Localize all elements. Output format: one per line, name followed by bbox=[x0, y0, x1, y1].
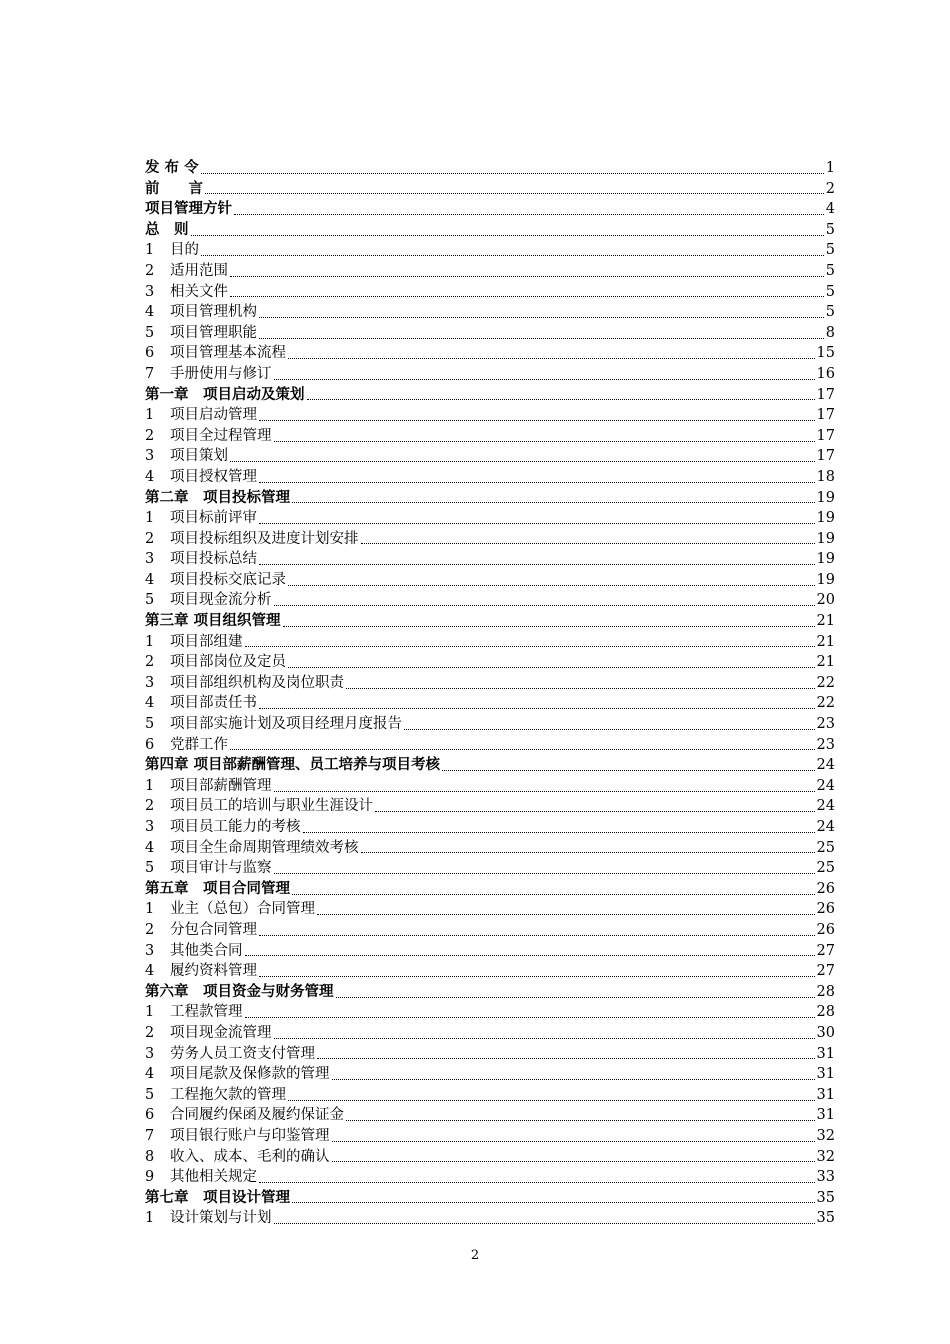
toc-entry-title: 项目部岗位及定员 bbox=[170, 654, 286, 671]
toc-dot-leader bbox=[274, 441, 815, 442]
toc-entry-title: 其他类合同 bbox=[170, 942, 243, 959]
toc-section-entry[interactable] bbox=[145, 426, 835, 447]
toc-entry-title: 项目尾款及保修款的管理 bbox=[170, 1066, 330, 1083]
toc-entry-number: 1 bbox=[145, 901, 155, 918]
toc-section-entry[interactable] bbox=[145, 590, 835, 611]
toc-dot-leader bbox=[317, 914, 815, 915]
toc-entry-page: 5 bbox=[825, 262, 835, 279]
toc-section-entry[interactable] bbox=[145, 714, 835, 735]
toc-chapter-entry[interactable] bbox=[145, 1188, 835, 1209]
toc-entry-number: 4 bbox=[145, 304, 155, 321]
toc-entry-page: 27 bbox=[816, 963, 835, 980]
toc-entry-page: 19 bbox=[816, 510, 835, 527]
toc-section-entry[interactable] bbox=[145, 961, 835, 982]
toc-entry-page: 24 bbox=[816, 757, 835, 774]
toc-dot-leader bbox=[303, 832, 815, 833]
toc-entry-number: 4 bbox=[145, 468, 155, 485]
toc-entry-title: 项目现金流管理 bbox=[170, 1024, 272, 1041]
toc-dot-leader bbox=[332, 1079, 815, 1080]
toc-chapter-entry[interactable] bbox=[145, 220, 835, 241]
toc-dot-leader bbox=[346, 1120, 815, 1121]
toc-section-entry[interactable] bbox=[145, 796, 835, 817]
toc-dot-leader bbox=[230, 296, 824, 297]
toc-dot-leader bbox=[201, 173, 824, 174]
toc-section-entry[interactable] bbox=[145, 652, 835, 673]
toc-section-entry[interactable] bbox=[145, 1085, 835, 1106]
toc-entry-number: 6 bbox=[145, 1107, 155, 1124]
toc-entry-title: 项目员工的培训与职业生涯设计 bbox=[170, 798, 373, 815]
toc-entry-page: 28 bbox=[816, 1004, 835, 1021]
toc-dot-leader bbox=[205, 193, 824, 194]
toc-entry-title: 项目投标组织及进度计划安排 bbox=[170, 530, 359, 547]
toc-entry-page: 5 bbox=[825, 242, 835, 259]
toc-section-entry[interactable] bbox=[145, 240, 835, 261]
toc-entry-title: 相关文件 bbox=[170, 283, 228, 300]
toc-entry-number: 5 bbox=[145, 716, 155, 733]
toc-dot-leader bbox=[259, 1182, 815, 1183]
toc-entry-title: 项目审计与监察 bbox=[170, 860, 272, 877]
toc-chapter-entry[interactable] bbox=[145, 982, 835, 1003]
toc-entry-number: 5 bbox=[145, 592, 155, 609]
toc-entry-title: 项目员工能力的考核 bbox=[170, 819, 301, 835]
toc-entry-title: 项目部薪酬管理 bbox=[170, 777, 272, 794]
toc-entry-page: 21 bbox=[816, 633, 835, 650]
toc-entry-page: 1 bbox=[825, 160, 835, 176]
toc-entry-title: 分包合同管理 bbox=[170, 921, 257, 938]
toc-section-entry[interactable] bbox=[145, 941, 835, 962]
toc-entry-title: 项目管理机构 bbox=[170, 304, 257, 321]
toc-section-entry[interactable] bbox=[145, 858, 835, 879]
toc-entry-title: 发 布 令 bbox=[145, 159, 199, 176]
toc-entry-title: 项目启动管理 bbox=[170, 407, 257, 424]
toc-dot-leader bbox=[191, 235, 824, 236]
toc-entry-title: 项目投标交底记录 bbox=[170, 571, 286, 588]
toc-entry-page: 32 bbox=[816, 1148, 835, 1165]
toc-dot-leader bbox=[274, 379, 815, 380]
toc-entry-number: 1 bbox=[145, 510, 155, 527]
toc-section-entry[interactable] bbox=[145, 570, 835, 591]
toc-entry-title: 项目全过程管理 bbox=[170, 427, 272, 444]
toc-entry-page: 25 bbox=[816, 860, 835, 877]
toc-section-entry[interactable] bbox=[145, 343, 835, 364]
toc-entry-page: 19 bbox=[816, 489, 835, 506]
toc-dot-leader bbox=[336, 997, 815, 998]
toc-entry-number: 3 bbox=[145, 942, 155, 959]
toc-dot-leader bbox=[230, 749, 815, 750]
toc-entry-page: 27 bbox=[816, 942, 835, 959]
toc-chapter-entry[interactable] bbox=[145, 158, 835, 179]
table-of-contents bbox=[145, 158, 835, 1229]
toc-dot-leader bbox=[288, 1100, 815, 1101]
toc-section-entry[interactable] bbox=[145, 838, 835, 859]
toc-section-entry[interactable] bbox=[145, 1023, 835, 1044]
toc-section-entry[interactable] bbox=[145, 673, 835, 694]
toc-entry-number: 7 bbox=[145, 1127, 155, 1144]
toc-entry-page: 5 bbox=[825, 283, 835, 300]
toc-section-entry[interactable] bbox=[145, 632, 835, 653]
toc-section-entry[interactable] bbox=[145, 817, 835, 838]
toc-entry-page: 2 bbox=[825, 180, 835, 197]
toc-dot-leader bbox=[230, 276, 824, 277]
toc-entry-number: 2 bbox=[145, 1024, 155, 1041]
toc-dot-leader bbox=[442, 770, 815, 771]
toc-section-entry[interactable] bbox=[145, 282, 835, 303]
toc-entry-number: 5 bbox=[145, 860, 155, 877]
toc-entry-number: 2 bbox=[145, 798, 155, 815]
toc-dot-leader bbox=[259, 564, 815, 565]
toc-entry-page: 5 bbox=[825, 221, 835, 238]
toc-entry-title: 工程款管理 bbox=[170, 1004, 243, 1021]
toc-entry-title: 总 则 bbox=[145, 220, 189, 238]
toc-dot-leader bbox=[346, 688, 815, 689]
page-number: 2 bbox=[470, 1248, 480, 1263]
toc-dot-leader bbox=[259, 420, 815, 421]
toc-entry-number: 5 bbox=[145, 324, 155, 341]
toc-dot-leader bbox=[292, 894, 815, 895]
toc-entry-title: 项目管理方针 bbox=[145, 200, 232, 218]
toc-entry-title: 项目银行账户与印鉴管理 bbox=[170, 1127, 330, 1144]
toc-entry-page: 23 bbox=[816, 736, 835, 753]
toc-entry-title: 第一章 项目启动及策划 bbox=[145, 385, 305, 403]
toc-entry-page: 33 bbox=[816, 1169, 835, 1186]
toc-entry-title: 项目授权管理 bbox=[170, 468, 257, 485]
toc-entry-title: 项目部组建 bbox=[170, 633, 243, 650]
toc-entry-page: 31 bbox=[816, 1045, 835, 1062]
toc-entry-title: 前 言 bbox=[145, 179, 203, 197]
toc-entry-number: 8 bbox=[145, 1148, 155, 1165]
toc-entry-number: 2 bbox=[145, 530, 155, 547]
toc-section-entry[interactable] bbox=[145, 323, 835, 344]
toc-entry-title: 履约资料管理 bbox=[170, 963, 257, 980]
toc-entry-page: 31 bbox=[816, 1107, 835, 1124]
toc-entry-number: 4 bbox=[145, 571, 155, 588]
toc-entry-number: 1 bbox=[145, 777, 155, 794]
toc-entry-title: 项目管理基本流程 bbox=[170, 345, 286, 362]
toc-entry-number: 5 bbox=[145, 1086, 155, 1103]
toc-entry-number: 2 bbox=[145, 654, 155, 671]
toc-entry-number: 4 bbox=[145, 963, 155, 980]
toc-entry-title: 手册使用与修订 bbox=[170, 365, 272, 382]
toc-entry-title: 第三章 项目组织管理 bbox=[145, 612, 281, 630]
toc-section-entry[interactable] bbox=[145, 776, 835, 797]
toc-section-entry[interactable] bbox=[145, 508, 835, 529]
toc-dot-leader bbox=[259, 708, 815, 709]
toc-section-entry[interactable] bbox=[145, 302, 835, 323]
toc-dot-leader bbox=[274, 791, 815, 792]
toc-section-entry[interactable] bbox=[145, 364, 835, 385]
toc-entry-title: 党群工作 bbox=[170, 736, 228, 753]
toc-section-entry[interactable] bbox=[145, 1167, 835, 1188]
toc-dot-leader bbox=[274, 1038, 815, 1039]
toc-dot-leader bbox=[274, 1223, 815, 1224]
toc-entry-page: 32 bbox=[816, 1127, 835, 1144]
toc-section-entry[interactable] bbox=[145, 1064, 835, 1085]
toc-entry-page: 17 bbox=[816, 427, 835, 444]
toc-dot-leader bbox=[375, 811, 815, 812]
toc-chapter-entry[interactable] bbox=[145, 179, 835, 200]
toc-entry-title: 第六章 项目资金与财务管理 bbox=[145, 982, 334, 1000]
toc-section-entry[interactable] bbox=[145, 1002, 835, 1023]
toc-entry-title: 收入、成本、毛利的确认 bbox=[170, 1148, 330, 1165]
toc-chapter-entry[interactable] bbox=[145, 199, 835, 220]
toc-dot-leader bbox=[361, 852, 815, 853]
toc-entry-number: 1 bbox=[145, 407, 155, 424]
toc-section-entry[interactable] bbox=[145, 1147, 835, 1168]
toc-entry-title: 第七章 项目设计管理 bbox=[145, 1188, 290, 1206]
toc-chapter-entry[interactable] bbox=[145, 385, 835, 406]
toc-dot-leader bbox=[332, 1141, 815, 1142]
toc-entry-number: 6 bbox=[145, 736, 155, 753]
toc-chapter-entry[interactable] bbox=[145, 488, 835, 509]
toc-entry-title: 项目管理职能 bbox=[170, 324, 257, 341]
toc-dot-leader bbox=[201, 255, 824, 256]
toc-dot-leader bbox=[259, 935, 815, 936]
toc-entry-page: 23 bbox=[816, 716, 835, 733]
toc-dot-leader bbox=[259, 523, 815, 524]
toc-dot-leader bbox=[288, 667, 815, 668]
toc-dot-leader bbox=[245, 955, 815, 956]
toc-dot-leader bbox=[307, 399, 815, 400]
toc-entry-title: 业主（总包）合同管理 bbox=[170, 901, 315, 918]
toc-section-entry[interactable] bbox=[145, 1208, 835, 1229]
toc-dot-leader bbox=[259, 317, 824, 318]
toc-entry-number: 3 bbox=[145, 819, 155, 835]
toc-entry-title: 项目部责任书 bbox=[170, 695, 257, 712]
toc-entry-title: 目的 bbox=[170, 242, 199, 259]
toc-entry-number: 4 bbox=[145, 1066, 155, 1083]
toc-entry-number: 6 bbox=[145, 345, 155, 362]
toc-entry-page: 26 bbox=[816, 901, 835, 918]
toc-section-entry[interactable] bbox=[145, 899, 835, 920]
toc-entry-page: 17 bbox=[816, 448, 835, 465]
toc-entry-number: 7 bbox=[145, 365, 155, 382]
toc-entry-number: 3 bbox=[145, 283, 155, 300]
toc-entry-title: 合同履约保函及履约保证金 bbox=[170, 1107, 344, 1124]
toc-entry-page: 19 bbox=[816, 551, 835, 568]
toc-dot-leader bbox=[259, 976, 815, 977]
toc-dot-leader bbox=[292, 1202, 815, 1203]
toc-entry-page: 21 bbox=[816, 654, 835, 671]
toc-dot-leader bbox=[317, 1058, 815, 1059]
toc-entry-number: 2 bbox=[145, 427, 155, 444]
toc-entry-page: 24 bbox=[816, 798, 835, 815]
toc-dot-leader bbox=[259, 482, 815, 483]
toc-entry-page: 5 bbox=[825, 304, 835, 321]
toc-entry-number: 2 bbox=[145, 921, 155, 938]
toc-entry-number: 3 bbox=[145, 1045, 155, 1062]
toc-entry-page: 16 bbox=[816, 365, 835, 382]
toc-entry-number: 1 bbox=[145, 1004, 155, 1021]
toc-dot-leader bbox=[274, 605, 815, 606]
toc-entry-number: 1 bbox=[145, 242, 155, 259]
toc-chapter-entry[interactable] bbox=[145, 755, 835, 776]
toc-dot-leader bbox=[274, 873, 815, 874]
toc-entry-page: 8 bbox=[825, 324, 835, 341]
toc-dot-leader bbox=[288, 585, 815, 586]
toc-entry-title: 工程拖欠款的管理 bbox=[170, 1086, 286, 1103]
toc-section-entry[interactable] bbox=[145, 405, 835, 426]
toc-dot-leader bbox=[283, 626, 815, 627]
toc-dot-leader bbox=[230, 461, 815, 462]
toc-section-entry[interactable] bbox=[145, 920, 835, 941]
toc-entry-page: 30 bbox=[816, 1024, 835, 1041]
toc-entry-page: 21 bbox=[816, 613, 835, 630]
toc-entry-number: 1 bbox=[145, 1210, 155, 1227]
toc-entry-page: 4 bbox=[825, 201, 835, 218]
toc-entry-page: 22 bbox=[816, 695, 835, 712]
toc-entry-number: 3 bbox=[145, 551, 155, 568]
toc-dot-leader bbox=[234, 214, 824, 215]
toc-dot-leader bbox=[361, 543, 815, 544]
toc-entry-page: 35 bbox=[816, 1189, 835, 1206]
toc-entry-title: 第五章 项目合同管理 bbox=[145, 879, 290, 897]
toc-entry-page: 26 bbox=[816, 921, 835, 938]
toc-entry-page: 24 bbox=[816, 777, 835, 794]
toc-entry-number: 4 bbox=[145, 839, 155, 856]
toc-entry-title: 其他相关规定 bbox=[170, 1169, 257, 1186]
toc-entry-number: 4 bbox=[145, 695, 155, 712]
toc-entry-page: 20 bbox=[816, 592, 835, 609]
toc-section-entry[interactable] bbox=[145, 1044, 835, 1065]
toc-dot-leader bbox=[245, 646, 815, 647]
toc-section-entry[interactable] bbox=[145, 549, 835, 570]
toc-entry-page: 22 bbox=[816, 674, 835, 691]
toc-entry-page: 31 bbox=[816, 1066, 835, 1083]
toc-entry-page: 35 bbox=[816, 1210, 835, 1227]
toc-entry-page: 24 bbox=[816, 819, 835, 835]
toc-entry-page: 15 bbox=[816, 345, 835, 362]
toc-dot-leader bbox=[332, 1161, 815, 1162]
toc-entry-title: 项目策划 bbox=[170, 448, 228, 465]
toc-entry-title: 适用范围 bbox=[170, 262, 228, 279]
toc-entry-page: 31 bbox=[816, 1086, 835, 1103]
toc-section-entry[interactable] bbox=[145, 261, 835, 282]
toc-entry-title: 第四章 项目部薪酬管理、员工培养与项目考核 bbox=[145, 756, 441, 774]
toc-entry-title: 劳务人员工资支付管理 bbox=[170, 1045, 315, 1062]
toc-dot-leader bbox=[404, 729, 815, 730]
toc-entry-title: 设计策划与计划 bbox=[170, 1210, 272, 1227]
toc-entry-page: 17 bbox=[816, 407, 835, 424]
toc-section-entry[interactable] bbox=[145, 735, 835, 756]
toc-chapter-entry[interactable] bbox=[145, 611, 835, 632]
toc-entry-title: 项目标前评审 bbox=[170, 510, 257, 527]
toc-entry-title: 第二章 项目投标管理 bbox=[145, 488, 290, 506]
toc-entry-page: 28 bbox=[816, 983, 835, 1000]
toc-entry-number: 2 bbox=[145, 262, 155, 279]
toc-entry-title: 项目全生命周期管理绩效考核 bbox=[170, 839, 359, 856]
toc-dot-leader bbox=[292, 502, 815, 503]
toc-entry-number: 3 bbox=[145, 448, 155, 465]
toc-dot-leader bbox=[288, 358, 815, 359]
toc-entry-title: 项目部实施计划及项目经理月度报告 bbox=[170, 716, 402, 733]
toc-entry-number: 3 bbox=[145, 674, 155, 691]
toc-entry-page: 25 bbox=[816, 839, 835, 856]
toc-section-entry[interactable] bbox=[145, 446, 835, 467]
toc-entry-page: 18 bbox=[816, 468, 835, 485]
toc-section-entry[interactable] bbox=[145, 693, 835, 714]
toc-entry-title: 项目部组织机构及岗位职责 bbox=[170, 674, 344, 691]
toc-entry-title: 项目现金流分析 bbox=[170, 592, 272, 609]
toc-section-entry[interactable] bbox=[145, 1105, 835, 1126]
toc-dot-leader bbox=[259, 338, 824, 339]
toc-chapter-entry[interactable] bbox=[145, 879, 835, 900]
toc-section-entry[interactable] bbox=[145, 467, 835, 488]
toc-section-entry[interactable] bbox=[145, 529, 835, 550]
toc-section-entry[interactable] bbox=[145, 1126, 835, 1147]
toc-entry-page: 26 bbox=[816, 880, 835, 897]
toc-entry-page: 17 bbox=[816, 386, 835, 403]
toc-entry-page: 19 bbox=[816, 530, 835, 547]
toc-entry-number: 1 bbox=[145, 633, 155, 650]
toc-entry-number: 9 bbox=[145, 1169, 155, 1186]
toc-entry-title: 项目投标总结 bbox=[170, 551, 257, 568]
toc-entry-page: 19 bbox=[816, 571, 835, 588]
toc-dot-leader bbox=[245, 1017, 815, 1018]
